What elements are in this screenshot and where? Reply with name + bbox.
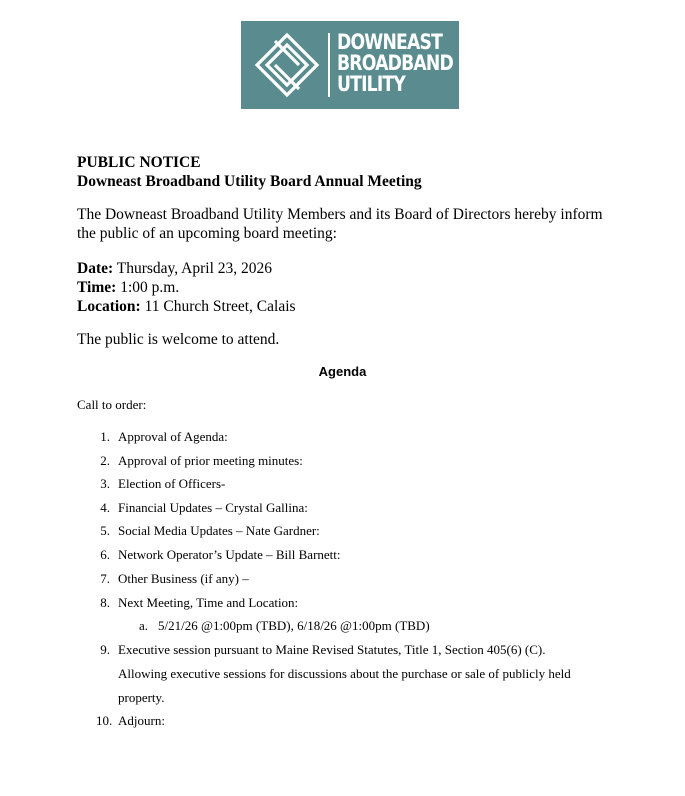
item-number: 10. xyxy=(96,713,113,728)
logo-line-2: BROADBAND xyxy=(337,51,453,75)
item-number: 7. xyxy=(100,571,110,586)
item-number: 1. xyxy=(100,429,110,444)
sub-item-letter: a. xyxy=(138,618,148,633)
item-text: Election of Officers- xyxy=(118,476,226,491)
item-continuation: property. xyxy=(118,690,165,705)
logo-line-3: UTILITY xyxy=(337,72,405,96)
item-continuation: Allowing executive sessions for discussions about the purchase or sale of publicly held xyxy=(118,666,571,681)
location-label: Location: xyxy=(77,298,141,315)
date-label: Date: xyxy=(77,260,114,277)
item-number: 2. xyxy=(100,453,110,468)
logo-wordmark xyxy=(337,30,453,96)
item-text: Approval of Agenda: xyxy=(118,429,228,444)
logo-divider xyxy=(328,33,330,97)
date-value: Thursday, April 23, 2026 xyxy=(113,260,273,277)
interlocking-square-logo-icon xyxy=(253,31,321,99)
item-number: 6. xyxy=(100,547,110,562)
item-text: Next Meeting, Time and Location: xyxy=(118,595,299,610)
item-text: Other Business (if any) – xyxy=(118,571,249,586)
item-text: Approval of prior meeting minutes: xyxy=(118,453,303,468)
item-text: Social Media Updates – Nate Gardner: xyxy=(118,523,320,538)
logo-line-1: DOWNEAST xyxy=(337,30,443,54)
welcome-text: The public is welcome to attend. xyxy=(77,331,280,348)
item-number: 4. xyxy=(100,500,110,515)
item-number: 8. xyxy=(100,595,110,610)
notice-heading xyxy=(77,153,422,191)
call-to-order: Call to order: xyxy=(77,397,147,412)
logo xyxy=(241,21,459,109)
item-text: Executive session pursuant to Maine Revised Statutes, Title 1, Section 405(6) (C). xyxy=(118,642,546,657)
item-number: 3. xyxy=(100,476,110,491)
location-line xyxy=(77,297,296,316)
meeting-details xyxy=(77,259,296,316)
sub-item-text: 5/21/26 @1:00pm (TBD), 6/18/26 @1:00pm (TBD) xyxy=(158,618,430,633)
item-text: Network Operator’s Update – Bill Barnett: xyxy=(118,547,341,562)
time-line xyxy=(77,278,296,297)
item-text: Adjourn: xyxy=(118,713,165,728)
location-value: 11 Church Street, Calais xyxy=(140,298,296,315)
time-value: 1:00 p.m. xyxy=(116,279,180,296)
item-number: 5. xyxy=(100,523,110,538)
item-text: Financial Updates – Crystal Gallina: xyxy=(118,500,308,515)
notice-label: PUBLIC NOTICE xyxy=(77,154,201,171)
date-line xyxy=(77,259,296,278)
intro-paragraph: The Downeast Broadband Utility Members and its Board of Directors hereby inform the public of an upcoming board meeting: xyxy=(77,206,603,242)
time-label: Time: xyxy=(77,279,117,296)
agenda-title: Agenda xyxy=(318,364,367,379)
item-number: 9. xyxy=(100,642,110,657)
notice-title: Downeast Broadband Utility Board Annual Meeting xyxy=(77,173,422,190)
